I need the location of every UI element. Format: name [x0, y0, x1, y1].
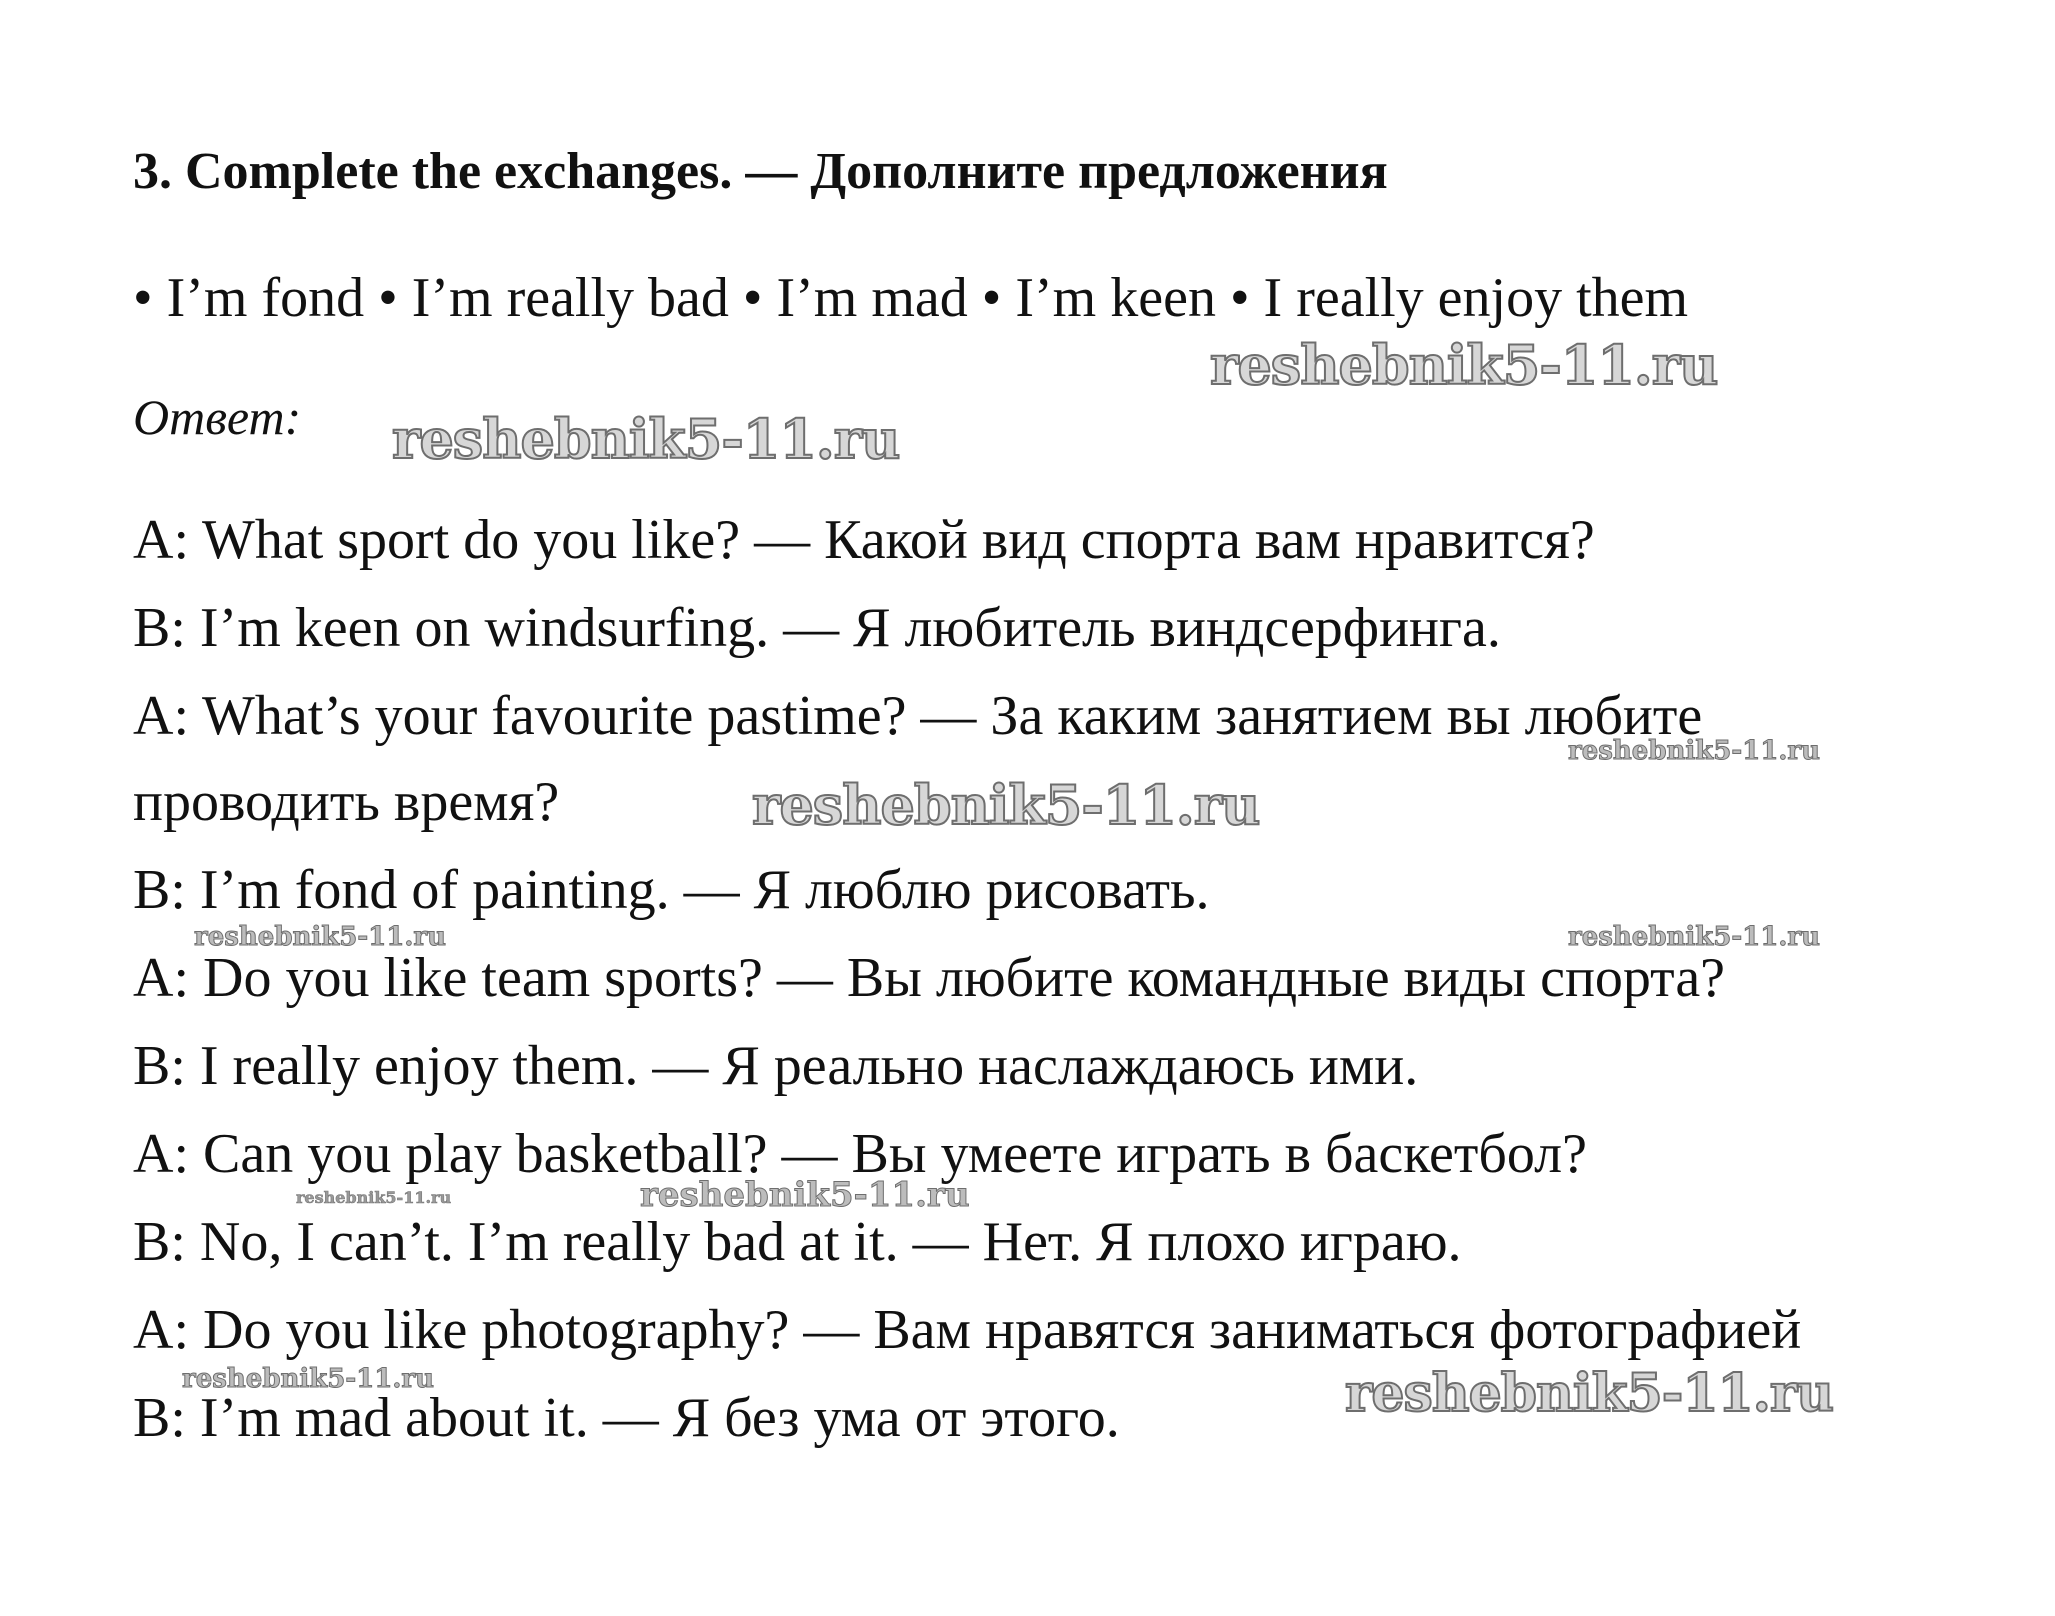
dialogue-line: B: I’m keen on windsurfing. — Я любитель виндсерфинга. [133, 597, 1501, 659]
dialogue-line: A: What’s your favourite pastime? — За каким занятием вы любите [133, 685, 1703, 747]
watermark: reshebnik5-11.ru [1568, 922, 1821, 952]
watermark: reshebnik5-11.ru [296, 1188, 452, 1207]
exercise-title: 3. Complete the exchanges. — Дополните предложения [133, 143, 1388, 200]
watermark: reshebnik5-11.ru [752, 773, 1260, 837]
watermark: reshebnik5-11.ru [1568, 736, 1821, 766]
watermark: reshebnik5-11.ru [1210, 333, 1718, 397]
word-options: • I’m fond • I’m really bad • I’m mad • I’m keen • I really enjoy them [133, 267, 1689, 329]
dialogue-line: проводить время? [133, 771, 560, 833]
watermark: reshebnik5-11.ru [640, 1175, 970, 1215]
dialogue-line: A: Do you like photography? — Вам нравятся заниматься фотографией [133, 1299, 1802, 1361]
dialogue-line: A: Do you like team sports? — Вы любите командные виды спорта? [133, 947, 1726, 1009]
watermark: reshebnik5-11.ru [194, 922, 447, 952]
watermark: reshebnik5-11.ru [182, 1364, 435, 1394]
dialogue-line: B: I’m fond of painting. — Я люблю рисовать. [133, 859, 1210, 921]
dialogue-line: B: I really enjoy them. — Я реально наслаждаюсь ими. [133, 1035, 1419, 1097]
dialogue-line: A: What sport do you like? — Какой вид спорта вам нравится? [133, 509, 1595, 571]
dialogue-line: A: Can you play basketball? — Вы умеете играть в баскетбол? [133, 1123, 1587, 1185]
dialogue-line: B: No, I can’t. I’m really bad at it. — Нет. Я плохо играю. [133, 1211, 1462, 1273]
answer-label: Ответ: [133, 389, 302, 445]
watermark: reshebnik5-11.ru [1345, 1363, 1834, 1424]
dialogue-line: B: I’m mad about it. — Я без ума от этого. [133, 1387, 1120, 1449]
watermark: reshebnik5-11.ru [392, 407, 900, 471]
